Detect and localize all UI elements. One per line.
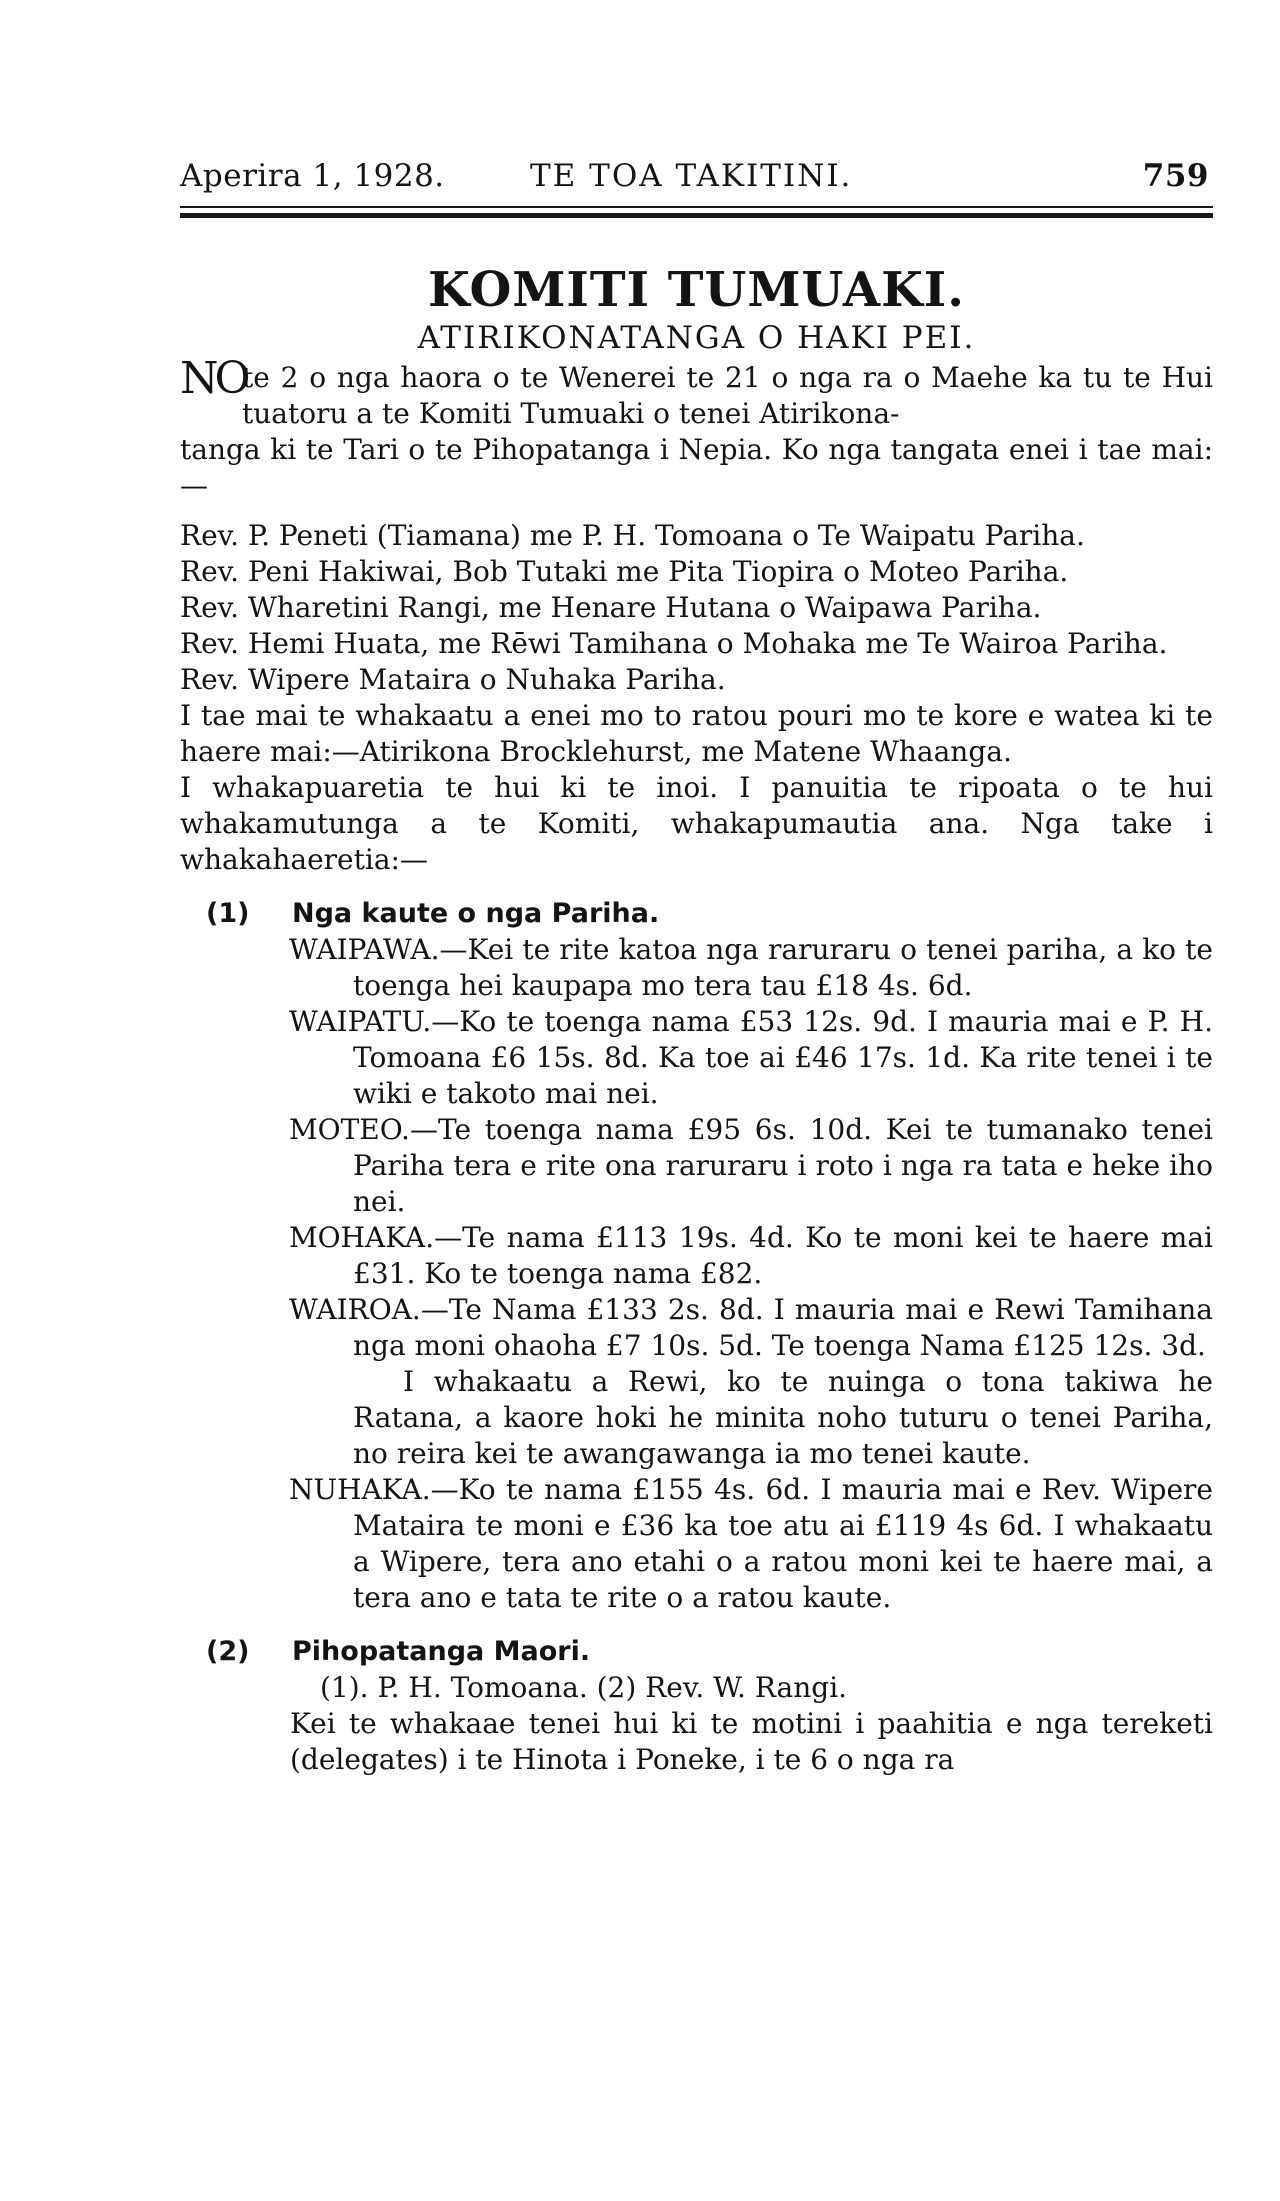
intro-rest: tanga ki te Tari o te Pihopatanga i Nepia. Ko nga tangata enei i tae mai:— — [180, 433, 1213, 502]
running-header — [180, 158, 1213, 202]
article-title: KOMITI TUMUAKI. — [428, 262, 965, 318]
intro-paragraph — [180, 353, 1213, 504]
opening-paragraph: I whakapuaretia te hui ki te inoi. I panuitia te ripoata o te hui whakamutunga a te Komiti, whakapumautia ana. Nga take i whakahaeretia:— — [180, 771, 1213, 876]
header-rule-thick — [180, 213, 1213, 218]
attendee-item: Rev. P. Peneti (Tiamana) me P. H. Tomoana o Te Waipatu Pariha. — [180, 519, 1085, 552]
attendee-item: Rev. Peni Hakiwai, Bob Tutaki me Pita Tiopira o Moteo Pariha. — [180, 555, 1069, 588]
nominees-line: (1). P. H. Tomoana. (2) Rev. W. Rangi. — [320, 1671, 848, 1704]
intro-line-1: te 2 o nga haora o te Wenerei te 21 o nga ra o Maehe ka tu te Hui tuatoru a te Komiti Tumuaki o tenei Atirikona- — [242, 361, 1213, 430]
parish-entry-waipatu: WAIPATU.—Ko te toenga nama £53 12s. 9d. I mauria mai e P. H. Tomoana £6 15s. 8d. Ka toe ai £46 17s. 1d. Ka rite tenei i te wiki e takoto mai nei. — [289, 1005, 1213, 1110]
attendee-item: Rev. Wharetini Rangi, me Henare Hutana o Waipawa Pariha. — [180, 591, 1042, 624]
article-body — [180, 353, 1213, 1778]
parish-entry-nuhaka: NUHAKA.—Ko te nama £155 4s. 6d. I mauria mai e Rev. Wipere Mataira te moni e £36 ka toe atu ai £119 4s 6d. I whakaatu a Wipere, tera ano etahi o a ratou moni kei te haere mai, a tera ano e tata te rite o a ratou kaute. — [289, 1473, 1213, 1614]
header-date: Aperira 1, 1928. — [180, 158, 445, 194]
section-heading — [180, 1634, 1213, 1670]
parish-entry-waipawa: WAIPAWA.—Kei te rite katoa nga raruraru o tenei pariha, a ko te toenga hei kaupapa mo tera tau £18 4s. 6d. — [289, 933, 1213, 1002]
page-number: 759 — [1142, 158, 1209, 194]
section-number: (1) — [206, 898, 250, 929]
apologies-paragraph: I tae mai te whakaatu a enei mo to ratou pouri mo te kore e watea ki te haere mai:—Atirikona Brocklehurst, me Matene Whaanga. — [180, 699, 1213, 768]
section-heading — [180, 896, 1213, 932]
attendee-list — [180, 518, 1213, 698]
section-maori-bishopric — [180, 1634, 1213, 1778]
header-rule-thin — [180, 206, 1213, 208]
section-number: (2) — [206, 1636, 250, 1667]
section-parish-accounts — [180, 896, 1213, 1616]
attendee-item: Rev. Hemi Huata, me Rēwi Tamihana o Mohaka me Te Wairoa Pariha. — [180, 627, 1168, 660]
parish-entry-wairoa: WAIROA.—Te Nama £133 2s. 8d. I mauria mai e Rewi Tamihana nga moni ohaoha £7 10s. 5d. Te toenga Nama £125 12s. 3d. — [289, 1293, 1213, 1362]
article-subtitle: ATIRIKONATANGA O HAKI PEI. — [417, 320, 976, 356]
parish-entry-mohaka: MOHAKA.—Te nama £113 19s. 4d. Ko te moni kei te haere mai £31. Ko te toenga nama £82. — [289, 1221, 1213, 1290]
wairoa-note: I whakaatu a Rewi, ko te nuinga o tona takiwa he Ratana, a kaore hoki he minita noho tuturu o tenei Pariha, no reira kei te awangawanga ia mo tenei kaute. — [353, 1365, 1213, 1470]
drop-cap: NO — [180, 353, 247, 404]
parish-entry-moteo: MOTEO.—Te toenga nama £95 6s. 10d. Kei te tumanako tenei Pariha tera e rite ona raruraru i roto i nga ra tata e heke iho nei. — [289, 1113, 1213, 1218]
section-text: Kei te whakaae tenei hui ki te motini i paahitia e nga tereketi (delegates) i te Hinota i Poneke, i te 6 o nga ra — [290, 1707, 1213, 1776]
attendee-item: Rev. Wipere Mataira o Nuhaka Pariha. — [180, 663, 726, 696]
section-title: Nga kaute o nga Pariha. — [292, 898, 660, 929]
section-title: Pihopatanga Maori. — [292, 1636, 591, 1667]
header-journal-title: TE TOA TAKITINI. — [530, 158, 853, 194]
